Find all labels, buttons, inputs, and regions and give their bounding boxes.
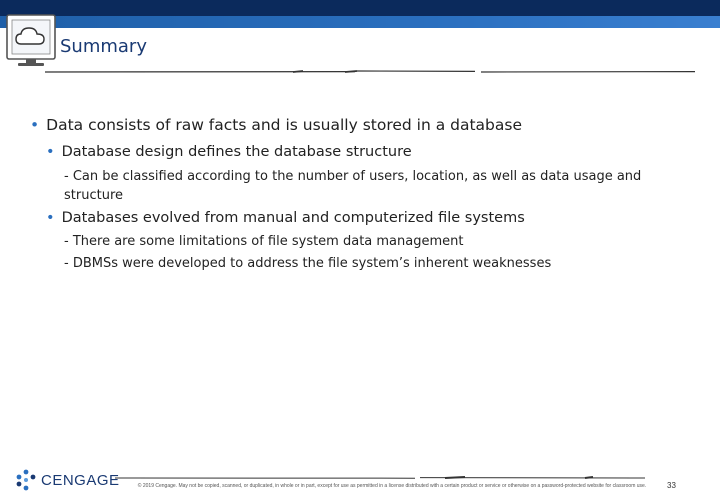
bullet-level1 [30, 116, 522, 134]
bullet-text: Database design defines the database structure [61, 144, 412, 160]
brand-name: CENGAGE [41, 472, 120, 489]
copyright-notice: © 2019 Cengage. May not be copied, scanned, or duplicated, in whole or in part, except for use as permitted in a license distributed with a certain product or service or otherwise on a password-protected website for classroom use. [137, 483, 647, 489]
dash-marker: - [64, 256, 69, 271]
page-number: 33 [667, 481, 676, 490]
dash-marker: - [64, 169, 69, 184]
bullet-marker: • [46, 144, 55, 160]
bullet-level3-classified [64, 167, 664, 205]
bullet-text: Databases evolved from manual and computerized file systems [61, 210, 525, 226]
bullet-level2-evolved [46, 210, 525, 226]
bullet-text: There are some limitations of file system data management [72, 234, 464, 249]
bullet-text: Can be classified according to the number of users, location, as well as data usage and structure [64, 169, 642, 203]
header-bar [0, 0, 720, 16]
bullet-level2-design [46, 144, 412, 160]
bullet-marker: • [46, 210, 55, 226]
dash-marker: - [64, 234, 69, 249]
title-underline [45, 68, 695, 76]
bullet-text: Data consists of raw facts and is usually stored in a database [46, 116, 523, 134]
bullet-text: DBMSs were developed to address the file system’s inherent weaknesses [72, 256, 552, 271]
bullet-level3-limitations [64, 234, 463, 249]
slide-title: Summary [60, 36, 147, 57]
footer-rule [115, 474, 645, 482]
bullet-marker: • [30, 116, 40, 134]
cengage-logo-icon [14, 468, 38, 492]
cloud-monitor-icon [6, 14, 56, 68]
header-accent-bar [0, 16, 720, 28]
bullet-level3-dbms [64, 256, 551, 271]
